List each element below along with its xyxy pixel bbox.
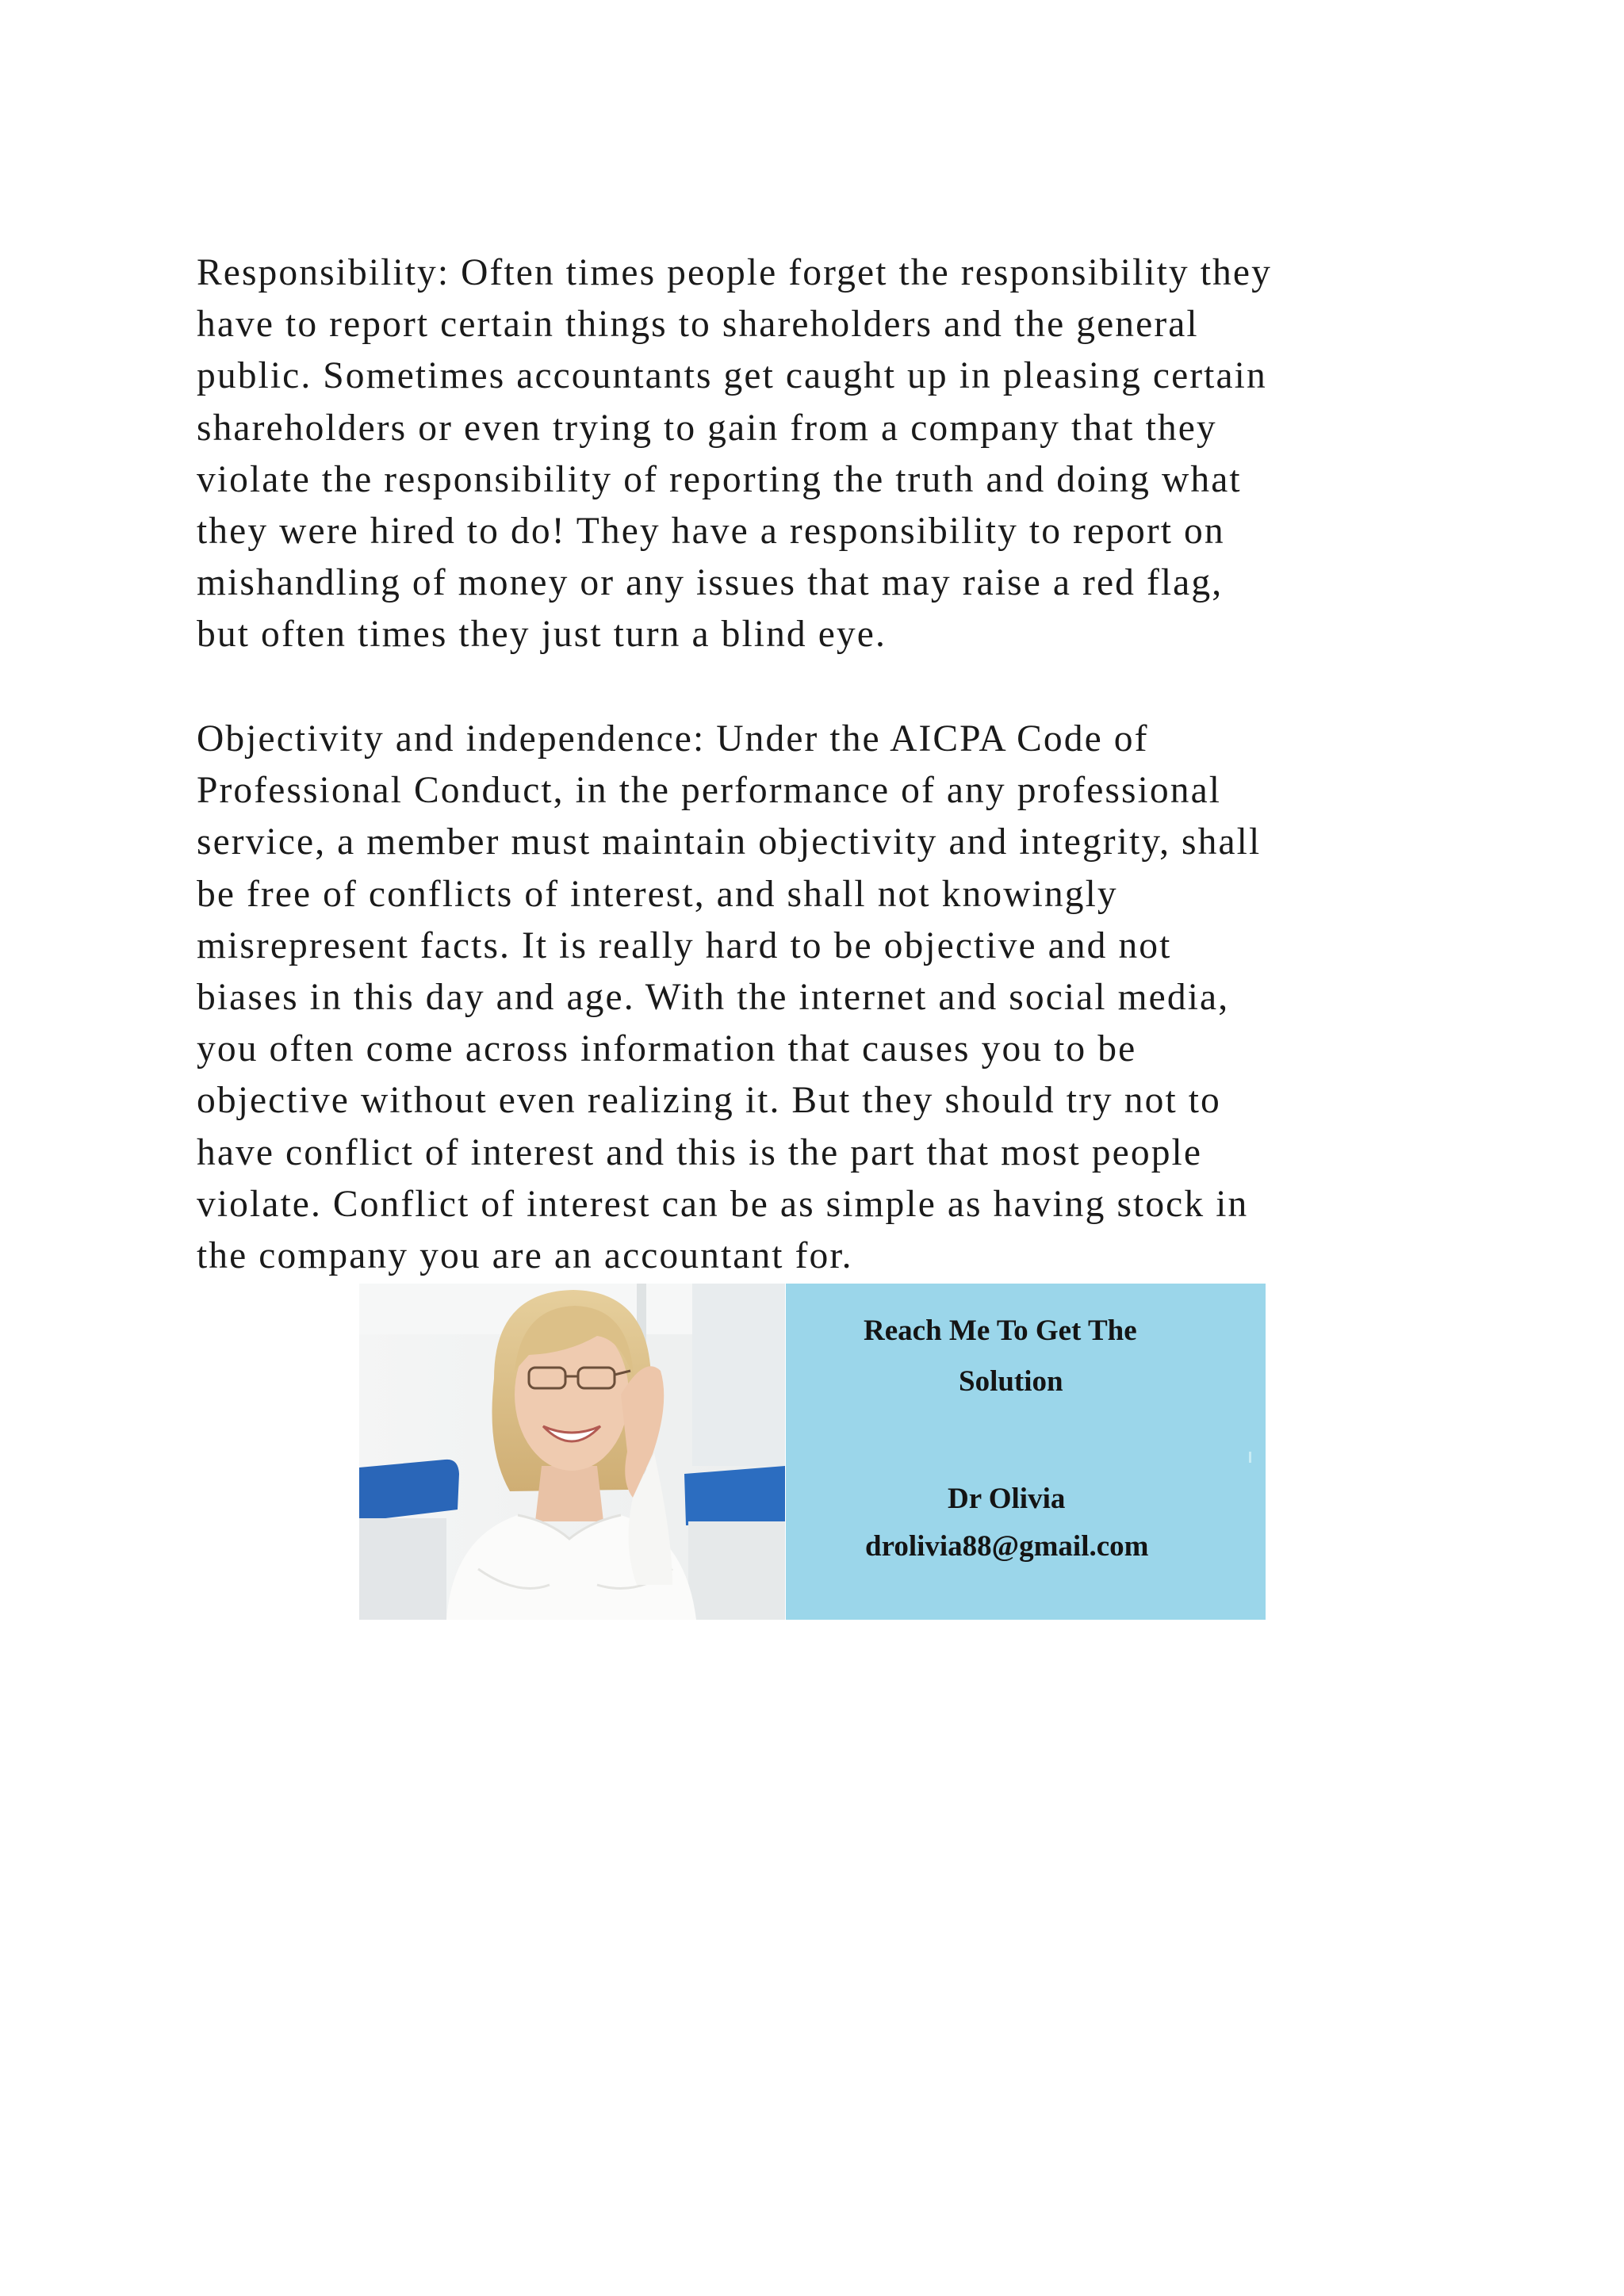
text-line: mishandling of money or any issues that may raise a red flag, [197,562,1224,604]
woman-with-glasses-photo [359,1284,785,1620]
text-line: biases in this day and age. With the internet and social media, [197,977,1230,1019]
text-line: shareholders or even trying to gain from a company that they [197,407,1217,449]
text-line: the company you are an accountant for. [197,1235,853,1277]
text-line: public. Sometimes accountants get caught up in pleasing certain [197,355,1267,397]
contact-panel [786,1284,1266,1620]
text-line: be free of conflicts of interest, and shall not knowingly [197,873,1118,915]
text-line: Objectivity and independence: Under the AICPA Code of [197,718,1149,760]
paragraph-objectivity [197,714,1434,1282]
text-line: Responsibility: Often times people forget the responsibility they [197,252,1272,293]
ad-heading-line-2: Solution [959,1365,1063,1398]
panel-mark [1249,1452,1251,1463]
text-line: but often times they just turn a blind eye. [197,614,887,656]
text-line: have conflict of interest and this is the part that most people [197,1131,1203,1173]
text-line: they were hired to do! They have a responsibility to report on [197,511,1225,553]
text-line: have to report certain things to shareholders and the general [197,304,1199,346]
contact-ad-banner [359,1284,1266,1620]
ad-heading-line-1: Reach Me To Get The [864,1314,1137,1347]
text-line: objective without even realizing it. But they should try not to [197,1080,1221,1122]
text-line: violate the responsibility of reporting the truth and doing what [197,458,1242,500]
contact-email: drolivia88@gmail.com [865,1530,1149,1563]
text-line: service, a member must maintain objectivity and integrity, shall [197,821,1262,863]
text-line: violate. Conflict of interest can be as simple as having stock in [197,1183,1249,1225]
text-line: you often come across information that causes you to be [197,1028,1137,1070]
contact-name: Dr Olivia [948,1483,1066,1515]
paragraph-responsibility [197,247,1434,661]
text-line: Professional Conduct, in the performance of any professional [197,770,1222,812]
text-line: misrepresent facts. It is really hard to be objective and not [197,924,1172,966]
